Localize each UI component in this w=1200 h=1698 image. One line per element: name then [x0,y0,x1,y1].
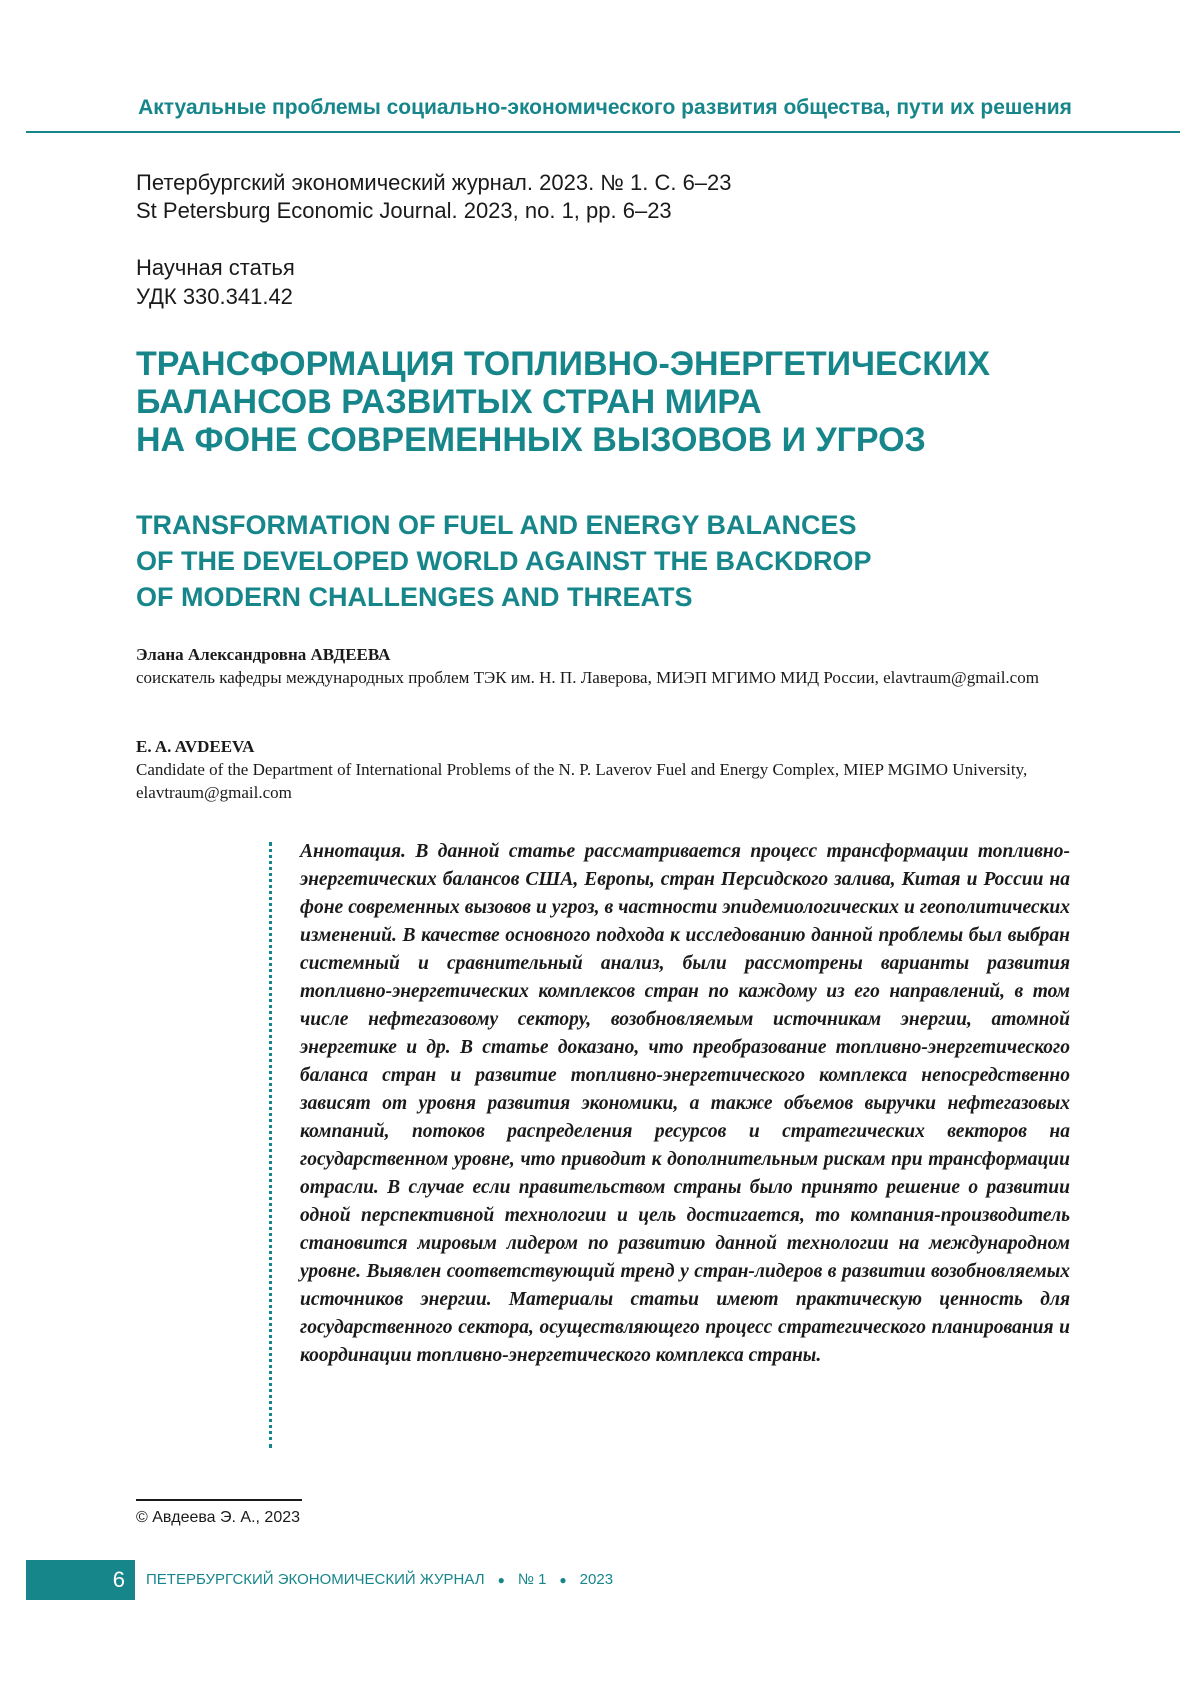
citation-en: St Petersburg Economic Journal. 2023, no. 1, pp. 6–23 [136,198,672,223]
title-ru-line: ТРАНСФОРМАЦИЯ ТОПЛИВНО-ЭНЕРГЕТИЧЕСКИХ [136,345,991,383]
copyright-footnote: © Авдеева Э. А., 2023 [136,1509,301,1526]
page-number: 6 [26,1560,135,1600]
author-en [136,735,1070,804]
author-name-ru: Элана Александровна АВДЕЕВА [136,645,391,664]
title-en-line: OF THE DEVELOPED WORLD AGAINST THE BACKDROP [136,546,872,576]
title-ru-line: НА ФОНЕ СОВРЕМЕННЫХ ВЫЗОВОВ И УГРОЗ [136,421,926,459]
author-affiliation-ru: соискатель кафедры международных проблем ТЭК им. Н. П. Лаверова, МИЭП МГИМО МИД России, elavtraum@gmail.com [136,668,1039,687]
footer-separator: ● [497,1572,505,1587]
article-meta [136,253,295,311]
footer-separator: ● [559,1572,567,1587]
title-english [136,507,1136,615]
title-en-line: OF MODERN CHALLENGES AND THREATS [136,582,693,612]
running-header: Актуальные проблемы социально-экономического развития общества, пути их решения [138,96,1072,119]
header-divider [26,131,1180,133]
citation-ru: Петербургский экономический журнал. 2023. № 1. С. 6–23 [136,170,732,195]
article-type: Научная статья [136,255,295,280]
author-name-en: E. A. AVDEEVA [136,737,255,756]
author-ru [136,643,1070,689]
abstract-dotted-rule [269,842,272,1448]
footnote-divider [136,1499,302,1501]
footer-year: 2023 [579,1571,614,1588]
abstract-text: Аннотация. В данной статье рассматривается процесс трансформации топливно-энергетических балансов США, Европы, стран Персидского залива, Китая и России на фоне современных вызовов и угроз, в частности эпидемиологических и геополитических изменений. В качестве основного подхода к исследованию данной проблемы был выбран системный и сравнительный анализ, были рассмотрены варианты развития топливно-энергетических комплексов стран по каждому из его направлений, в том числе нефтегазовому сектору, возобновляемым источникам энергии, атомной энергетике и др. В статье доказано, что преобразование топливно-энергетического баланса стран и развитие топливно-энергетического комплекса непосредственно зависят от уровня развития экономики, а также объемов выручки нефтегазовых компаний, потоков распределения ресурсов и стратегических векторов на государственном уровне, что приводит к дополнительным рискам при трансформации отрасли. В случае если правительством страны было принято решение о развитии одной перспективной технологии и цель достигается, то компания-производитель становится мировым лидером по развитию данной технологии на международном уровне. Выявлен соответствующий тренд у стран-лидеров в развитии возобновляемых источников энергии. Материалы статьи имеют практическую ценность для государственного сектора, осуществляющего процесс стратегического планирования и координации топливно-энергетического комплекса страны. [300,841,1070,1366]
title-russian [136,345,1136,459]
footer-issue: № 1 [517,1571,547,1588]
footer-journal-name: ПЕТЕРБУРГСКИЙ ЭКОНОМИЧЕСКИЙ ЖУРНАЛ [146,1571,485,1588]
citation-block [136,169,732,225]
title-ru-line: БАЛАНСОВ РАЗВИТЫХ СТРАН МИРА [136,383,762,421]
title-en-line: TRANSFORMATION OF FUEL AND ENERGY BALANCES [136,510,857,540]
udc-code: УДК 330.341.42 [136,284,293,309]
author-affiliation-en: Candidate of the Department of International Problems of the N. P. Laverov Fuel and Energy Complex, MIEP MGIMO University, elavtraum@gmail.com [136,760,1028,802]
footer-journal-info [146,1571,613,1588]
